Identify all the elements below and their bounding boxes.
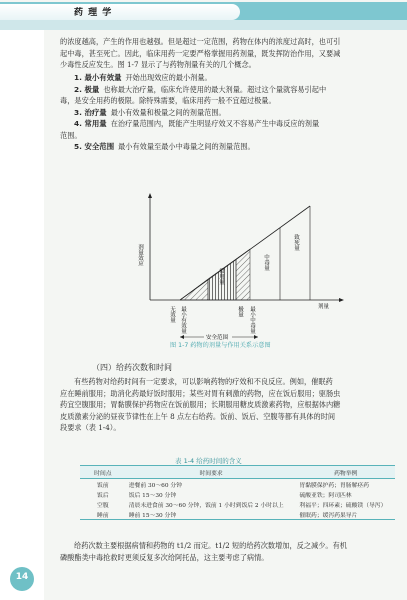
- text-line: 皮质激素分泌的昼夜节律性在上午 8 点左右给药。饭前、饭后、空腹等都有具体的时间: [60, 411, 336, 421]
- table-cell: 清晨未进食前 30～60 分钟，饭前 1 小时到饭后 2 小时以上: [128, 502, 284, 509]
- item-label: 1. 最小有效量: [74, 73, 122, 82]
- safety-range-label: 安全范围: [206, 335, 229, 341]
- item-label: 3. 治疗量: [74, 107, 107, 117]
- dose-definitions-list: [60, 72, 396, 153]
- text-line: 磷酸酯类中毒抢救时更须反复多次给阿托品，这主要考虑了病情。: [60, 552, 269, 562]
- item-text: 范围。: [60, 130, 82, 140]
- text-line: 少毒性反应发生。图 1-7 显示了与药物剂量有关的几个概念。: [60, 60, 256, 69]
- table-caption: 表 1-4 给药时间的含义: [175, 457, 242, 465]
- table-row: [80, 509, 395, 520]
- table-cell: 睡前: [80, 509, 126, 520]
- page-number: 14: [15, 572, 29, 582]
- list-item: [60, 141, 396, 153]
- dose-effect-diagram: [128, 192, 348, 344]
- column-header: 时间要求: [126, 466, 297, 479]
- table-cell: 胃黏膜保护药；胃肠解痉药: [299, 482, 369, 489]
- table-cell: 饭前: [97, 482, 109, 489]
- lethal-dose-label: 致死量: [293, 234, 299, 251]
- list-item: [60, 118, 396, 141]
- text-line: 药宜空腹服用；胃黏膜保护药物应在饭前服用；长期服用糖皮质激素药物，应根据体内糖: [60, 400, 341, 409]
- header-tab: [0, 4, 240, 20]
- closing-paragraph: [60, 540, 396, 563]
- section-paragraph: [60, 376, 396, 434]
- item-text: 在治疗量范围内，既能产生明显疗效又不容易产生中毒反应的剂量: [110, 119, 320, 128]
- table-header-row: [80, 466, 395, 479]
- column-header: 药物举例: [296, 466, 395, 479]
- list-item: [60, 84, 396, 107]
- table-cell: 空腹: [97, 502, 109, 509]
- item-text: 最小有效量和极量之间的剂量范围。: [110, 107, 226, 117]
- list-item: [60, 72, 396, 84]
- header-underbar: [0, 20, 407, 30]
- min-toxic-label: 最小中毒量: [249, 306, 255, 334]
- text-line: 起中毒，甚至死亡。因此，临床用药一定要严格掌握用药剂量，既发挥防治作用，又要减: [60, 48, 341, 58]
- table-row: [80, 479, 395, 490]
- item-label: 4. 常用量: [74, 119, 107, 128]
- table-row: [80, 489, 395, 499]
- y-axis-arrow-icon: [148, 193, 152, 198]
- intro-paragraph: [60, 36, 396, 71]
- usual-dose-label: 常用量: [218, 268, 224, 285]
- list-item: [60, 107, 396, 119]
- table-cell: 饭后 15～30 分钟: [128, 492, 177, 499]
- right-arrow-icon: [254, 335, 258, 339]
- text-line: 的浓度越高，产生的作用也越强。但是超过一定范围，药物在体内的浓度过高时，也可引: [60, 37, 341, 46]
- min-effective-label: 最小有效量: [180, 306, 186, 334]
- left-margin: [0, 30, 44, 600]
- item-text: 毒，是安全用药的极限。除特殊需要，临床用药一般不宜超过极量。: [60, 96, 276, 105]
- item-text: 最小有效量至最小中毒量之间的剂量范围。: [118, 142, 255, 151]
- table-cell: 睡前 15～30 分钟: [126, 509, 297, 520]
- x-axis-label: 剂量: [318, 304, 330, 310]
- extreme-region: [236, 249, 250, 300]
- running-title: 药 理 学: [74, 8, 113, 18]
- x-axis-arrow-icon: [339, 298, 344, 302]
- item-label: 5. 安全范围: [74, 142, 115, 151]
- table-cell: 利福平；四环素；硫酸镁（导泻）: [299, 502, 387, 509]
- text-line: 应在睡前服用；助消化药最好饭时服用；某些对胃有刺激的药物，应在饭后服用；驱肠虫: [60, 388, 341, 398]
- text-line: 有些药物对给药时间有一定要求，可以影响药物的疗效和不良反应。例如，催眠药: [74, 377, 333, 386]
- item-label: 2. 极量: [74, 84, 100, 94]
- dosing-time-table: [80, 465, 395, 520]
- toxic-dose-label: 中毒量: [263, 254, 269, 271]
- no-effect-label: 无效量: [169, 306, 175, 323]
- table-cell: 硫酸亚铁；阿司匹林: [299, 492, 352, 499]
- figure-caption: 图 1-7 药物的剂量与作用关系示意图: [170, 342, 271, 349]
- table-cell: 催眠药；缓泻药果导片: [296, 509, 395, 520]
- item-text: 也称最大治疗量，临床允许使用的最大剂量。超过这个量就容易引起中: [103, 84, 327, 94]
- extreme-dose-label: 极量: [237, 306, 243, 317]
- section-heading: （四）给药次数和时间: [92, 363, 172, 372]
- table-row: [80, 499, 395, 509]
- text-line: 给药次数主要根据病情和药物的 t1/2 而定。t1/2 短的给药次数增加，反之减少。有机: [74, 541, 347, 550]
- table-cell: 饭后: [97, 492, 109, 499]
- column-header: 时间点: [80, 466, 126, 479]
- text-line: 段要求（表 1-4）。: [60, 423, 121, 432]
- table-cell: 进餐前 30～60 分钟: [128, 482, 182, 489]
- left-arrow-icon: [180, 335, 184, 339]
- item-text: 开始出现效应的最小剂量。: [125, 73, 212, 82]
- y-axis-label: 剂量效应: [137, 244, 143, 266]
